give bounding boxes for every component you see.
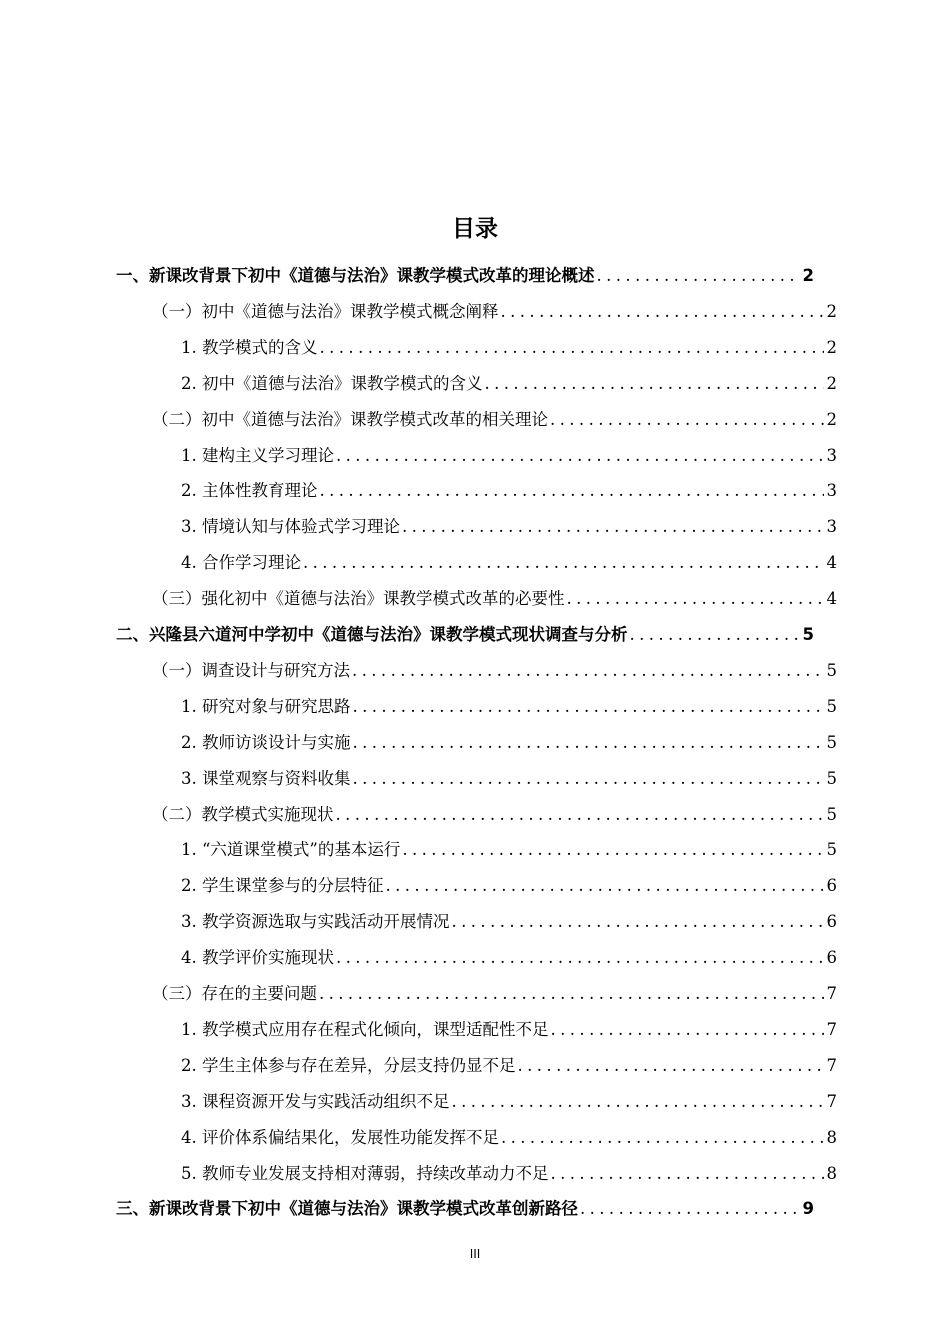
- toc-dot-leader: [336, 948, 824, 967]
- toc-dot-leader: [402, 517, 824, 536]
- toc-entry-title: 2. 主体性教育理论: [181, 481, 318, 501]
- toc-dot-leader: [485, 374, 824, 393]
- toc-page-number: 4: [826, 553, 837, 573]
- toc-page-number: 2: [826, 337, 837, 357]
- toc-dot-leader: [336, 446, 824, 465]
- toc-entry-title: （一）调查设计与研究方法: [152, 660, 350, 680]
- toc-entry-title: 3. 课堂观察与资料收集: [181, 768, 351, 788]
- toc-entry-title: 三、新课改背景下初中《道德与法治》课教学模式改革创新路径: [116, 1199, 578, 1219]
- toc-dot-leader: [501, 302, 824, 321]
- toc-page-number: 3: [826, 481, 837, 501]
- toc-dot-leader: [452, 912, 824, 931]
- toc-page-number: 6: [826, 876, 837, 896]
- toc-dot-leader: [630, 625, 800, 644]
- toc-entry-title: （二）初中《道德与法治》课教学模式改革的相关理论: [152, 409, 548, 429]
- toc-entry-title: 一、新课改背景下初中《道德与法治》课教学模式改革的理论概述: [116, 266, 595, 285]
- toc-entry-title: 4. 评价体系偏结果化，发展性功能发挥不足: [181, 1127, 499, 1147]
- toc-page-number: 5: [826, 840, 837, 860]
- toc-page-number: 5: [802, 625, 814, 644]
- toc-entry-title: 2. 学生主体参与存在差异，分层支持仍显不足: [181, 1055, 516, 1075]
- toc-page-number: 5: [826, 768, 837, 788]
- toc-entry-title: 2. 学生课堂参与的分层特征: [181, 876, 384, 896]
- toc-dot-leader: [353, 697, 824, 716]
- toc-entry-level-3[interactable]: [181, 693, 837, 717]
- toc-title: 目录: [452, 216, 498, 242]
- toc-page-number: 7: [826, 1055, 837, 1075]
- toc-entry-level-3[interactable]: [181, 1088, 837, 1112]
- toc-entry-title: 1. 建构主义学习理论: [181, 445, 334, 465]
- toc-dot-leader: [303, 553, 824, 572]
- toc-dot-leader: [597, 266, 800, 285]
- toc-page-number: 7: [826, 1091, 837, 1111]
- toc-page-number: 2: [826, 373, 837, 393]
- toc-page-number: 3: [826, 445, 837, 465]
- toc-entry-title: 3. 课程资源开发与实践活动组织不足: [181, 1091, 450, 1111]
- toc-entry-level-2[interactable]: [152, 980, 837, 1004]
- toc-page-number: 6: [826, 948, 837, 968]
- toc-entry-title: 1. 教学模式应用存在程式化倾向，课型适配性不足: [181, 1019, 549, 1039]
- toc-entry-title: 4. 合作学习理论: [181, 553, 301, 573]
- toc-entry-level-3[interactable]: [181, 549, 837, 573]
- toc-entry-title: 1. “六道课堂模式”的基本运行: [181, 840, 401, 860]
- toc-dot-leader: [567, 589, 824, 608]
- toc-entry-level-3[interactable]: [181, 477, 837, 501]
- toc-entry-title: 3. 情境认知与体验式学习理论: [181, 517, 400, 537]
- toc-page-number: 5: [826, 660, 837, 680]
- toc-entry-title: 2. 初中《道德与法治》课教学模式的含义: [181, 373, 483, 393]
- toc-entry-level-3[interactable]: [181, 836, 837, 860]
- toc-entry-level-2[interactable]: [152, 585, 837, 609]
- toc-dot-leader: [320, 338, 824, 357]
- toc-entry-level-3[interactable]: [181, 765, 837, 789]
- toc-dot-leader: [386, 876, 824, 895]
- toc-dot-leader: [352, 661, 824, 680]
- toc-page-number: 8: [826, 1127, 837, 1147]
- toc-dot-leader: [518, 1056, 824, 1075]
- toc-page-number: 7: [826, 984, 837, 1003]
- toc-page-number: 2: [826, 409, 837, 429]
- toc-entry-level-2[interactable]: [152, 801, 837, 825]
- toc-entry-level-1[interactable]: [116, 621, 814, 645]
- toc-dot-leader: [353, 769, 824, 788]
- toc-dot-leader: [501, 1128, 824, 1147]
- toc-entry-title: 二、兴隆县六道河中学初中《道德与法治》课教学模式现状调查与分析: [116, 625, 628, 644]
- toc-entry-level-3[interactable]: [181, 334, 837, 358]
- toc-dot-leader: [320, 481, 824, 500]
- toc-entry-level-1[interactable]: [116, 262, 814, 286]
- toc-entry-title: 1. 研究对象与研究思路: [181, 696, 351, 716]
- toc-dot-leader: [402, 840, 823, 859]
- toc-dot-leader: [550, 410, 824, 429]
- toc-page-number: 6: [826, 912, 837, 932]
- toc-entry-level-2[interactable]: [152, 657, 837, 681]
- toc-page-number: 2: [826, 301, 837, 321]
- toc-entry-level-3[interactable]: [181, 370, 837, 394]
- toc-entry-title: 5. 教师专业发展支持相对薄弱，持续改革动力不足: [181, 1163, 549, 1183]
- toc-entry-level-3[interactable]: [181, 1016, 837, 1040]
- toc-entry-level-3[interactable]: [181, 729, 837, 753]
- toc-entry-title: 2. 教师访谈设计与实施: [181, 732, 351, 752]
- toc-dot-leader: [319, 984, 824, 1003]
- toc-entry-title: 4. 教学评价实施现状: [181, 948, 334, 968]
- toc-page-number: 9: [802, 1199, 814, 1219]
- toc-page-number: 7: [826, 1019, 837, 1039]
- toc-entry-level-3[interactable]: [181, 1124, 837, 1148]
- toc-entry-title: 1. 教学模式的含义: [181, 337, 318, 357]
- toc-entry-level-3[interactable]: [181, 908, 837, 932]
- toc-page-number: 4: [826, 589, 837, 609]
- toc-dot-leader: [551, 1020, 824, 1039]
- toc-entry-level-3[interactable]: [181, 944, 837, 968]
- toc-entry-title: （一）初中《道德与法治》课教学模式概念阐释: [152, 301, 499, 321]
- toc-dot-leader: [580, 1199, 800, 1218]
- page-number-footer: III: [469, 1247, 481, 1261]
- toc-dot-leader: [452, 1092, 824, 1111]
- toc-entry-level-3[interactable]: [181, 872, 837, 896]
- toc-entry-level-1[interactable]: [116, 1195, 814, 1219]
- toc-entry-level-3[interactable]: [181, 513, 837, 537]
- toc-dot-leader: [336, 805, 824, 824]
- toc-entry-level-2[interactable]: [152, 298, 837, 322]
- toc-page-number: 8: [826, 1163, 837, 1183]
- toc-dot-leader: [551, 1164, 824, 1183]
- toc-entry-level-2[interactable]: [152, 406, 837, 430]
- toc-dot-leader: [353, 733, 824, 752]
- toc-entry-title: （二）教学模式实施现状: [152, 804, 334, 824]
- toc-page-number: 2: [802, 266, 814, 285]
- toc-entry-title: （三）强化初中《道德与法治》课教学模式改革的必要性: [152, 589, 565, 609]
- toc-page-number: 5: [826, 804, 837, 824]
- toc-page-number: 3: [826, 517, 837, 537]
- toc-entry-level-3[interactable]: [181, 1052, 837, 1076]
- toc-page-number: 5: [826, 696, 837, 716]
- toc-entry-title: （三）存在的主要问题: [152, 984, 317, 1003]
- toc-entry-level-3[interactable]: [181, 1160, 837, 1184]
- toc-entry-level-3[interactable]: [181, 442, 837, 466]
- toc-entry-title: 3. 教学资源选取与实践活动开展情况: [181, 912, 450, 932]
- toc-page-number: 5: [826, 732, 837, 752]
